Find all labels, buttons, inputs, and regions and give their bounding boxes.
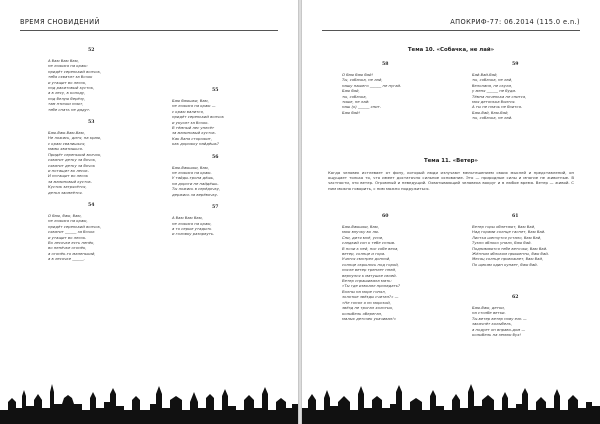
poem-line: а в лесу, в колоду, xyxy=(48,90,86,96)
poem-number: 60 xyxy=(382,214,389,219)
poem-line: Ты, собачка, не лай, xyxy=(342,77,383,83)
poem-line: Волны на море гонял, xyxy=(342,288,386,294)
poem-line: не ложися на краю — xyxy=(172,103,216,109)
poem-line: В ночи к ней, нос собе веха, xyxy=(342,245,399,251)
poem-line: придёт серенький волчок xyxy=(172,114,224,120)
theme-11-column-c xyxy=(472,295,582,345)
poem-line: не ложися на краю. xyxy=(172,170,212,176)
poem-line: тебя схватит за бочок xyxy=(48,74,93,80)
poem-line: «Ты где изволил пропадать? xyxy=(342,283,401,289)
poem-line: колыбель на землю бух! xyxy=(472,332,522,338)
poem-line: нашу нашего ______ не пугай. xyxy=(342,82,402,88)
poem-number: 52 xyxy=(88,48,95,53)
poem-line: у меня ______ не буди. xyxy=(472,88,517,94)
poem-line: И потащит во лесок xyxy=(48,173,89,179)
poem-line: Тёмна ноченька не спится, xyxy=(472,93,527,99)
left-column-a xyxy=(48,48,144,270)
poem-line: Месяц солнце провожает, баю бай, xyxy=(472,256,544,262)
running-head: ВРЕМЯ СНОВИДЕНИЙ xyxy=(20,18,100,26)
right-page xyxy=(302,0,600,424)
poem-line: сладкий сон к тебе сплыв. xyxy=(342,240,396,246)
poem-line: наш (о) ______ спит. xyxy=(342,104,382,110)
poem-line: после ветер треплет пней, xyxy=(342,267,397,273)
theme-10-column-b xyxy=(472,62,582,129)
poem-line: ты, собачка, не лай. xyxy=(472,115,513,121)
poem-line: Баю-баю, детки, xyxy=(472,305,505,310)
poem-line: придёт серенький волчок, xyxy=(48,223,102,229)
poem-line: Придёт серенький волчок, xyxy=(48,151,102,157)
poem-54 xyxy=(48,203,144,262)
poem-line: Спи, дитя моё, усни, xyxy=(342,234,384,240)
poem-line: тебе спать не дадут. xyxy=(48,106,91,112)
theme-11-column-a xyxy=(342,214,452,329)
poem-number: 53 xyxy=(88,120,95,126)
poem-line: за малиновый кусток. xyxy=(48,178,93,184)
poem-line: звёзд не трогал холотых, xyxy=(342,305,394,311)
poem-line: Ветер спрашивала мать: xyxy=(342,278,392,284)
poem-line: а подует он вправо-дом — xyxy=(472,326,526,332)
poem-line: Не ложись, дитя, на краю, xyxy=(48,135,102,141)
poem-line: под ракитовый кусток, xyxy=(48,85,95,91)
poem-line: ты, собачка, xyxy=(342,93,367,99)
poem-line: Учатся смотрел донной, xyxy=(342,256,391,262)
poem-line: Тукно яблоко упало, баю бай. xyxy=(472,240,532,246)
poem-line: Баю-баюшки, баю, xyxy=(172,164,210,170)
poem-line: за малиновый кусток. xyxy=(172,130,217,136)
poem-line: Во лесочке есть пенёк, xyxy=(48,239,95,245)
poem-line: под белую берёзу, xyxy=(48,95,86,101)
page-number: 38 xyxy=(143,385,151,392)
poem-line: там птички поют, xyxy=(48,101,84,107)
poem-number: 59 xyxy=(512,62,519,67)
poem-line: А баю баю баю, xyxy=(172,215,204,221)
poem-line: как дорожку найдёшь? xyxy=(172,141,219,147)
poem-number: 58 xyxy=(382,62,389,67)
poem-62 xyxy=(472,295,582,337)
poem-line: не ложися на краю: xyxy=(48,63,88,69)
theme-11-title: Тема 11. «Ветер» xyxy=(423,158,479,164)
poem-line: схватит ______ за бочок xyxy=(48,229,95,235)
poem-line: У тайды-тропа дёшь, xyxy=(172,175,215,181)
poem-line: а то серые утадыть xyxy=(172,225,212,231)
poem-number: 54 xyxy=(88,202,95,208)
poem-line: колыбель оберегал, xyxy=(342,310,383,316)
poem-line: Над горами солнце гаснет, баю бай. xyxy=(472,229,546,235)
poem-line: В тёмный лес унесёт xyxy=(172,125,215,131)
running-head: АПОКРИФ-77: 06.2014 (115.0 e.n.) xyxy=(450,18,580,26)
poem-line: О баю, баю, баю, xyxy=(48,212,82,218)
poem-line: Ты ложись в серёдочку, xyxy=(172,186,221,192)
poem-52 xyxy=(48,48,144,112)
poem-line: держись за верёвочку. xyxy=(172,191,219,197)
poem-line: Жёлтым яблоком пришепты, баю бай. xyxy=(472,251,549,257)
poem-58 xyxy=(342,62,452,115)
poem-60 xyxy=(342,214,452,321)
poem-line: во пенёчке огонёк, xyxy=(48,245,87,251)
poem-line: ветер, солнце и гора. xyxy=(342,251,386,257)
poem-line: и головку разорвуть. xyxy=(172,231,215,237)
poem-line: Баю бай, xyxy=(342,88,360,94)
poem-56 xyxy=(172,155,272,197)
poem-number: 61 xyxy=(512,214,519,219)
poem-line: солнце скрылось под горой, xyxy=(342,261,399,267)
poem-line: Баю баюшки, баю, xyxy=(172,98,209,103)
poem-line: Баю-баю-баю-баю, xyxy=(48,130,86,136)
poem-line: на столбе ветки. xyxy=(472,310,506,316)
theme-11-column-b xyxy=(472,214,582,275)
poem-line: с краю валится, xyxy=(172,108,204,114)
poem-line: закачнёт колыбель, xyxy=(472,321,513,327)
poem-line: с краю свалишься, xyxy=(48,140,86,146)
poem-line: тише, не лай: xyxy=(342,99,370,105)
theme-10-title: Тема 10. «Собачка, не лай» xyxy=(407,47,495,53)
poem-line: не ложися на краю, xyxy=(172,220,212,226)
poem-53 xyxy=(48,120,144,195)
poem-line: вернулся к матушке своей. xyxy=(342,272,397,278)
poem-line: «Не гонял я по морской, xyxy=(342,299,391,305)
poem-line: Ветер горы облетают, баю бай, xyxy=(472,224,536,229)
poem-line: схватит детку за бочок xyxy=(48,162,95,168)
poem-line: По щекам один купает, баю бай. xyxy=(472,261,538,267)
poem-line: А ты не плачь не боится. xyxy=(472,104,523,110)
poem-line: и утащит во лесок, xyxy=(48,79,87,85)
poem-line: и укусит за бочок. xyxy=(172,119,209,125)
poem-line: О баю баю бай! xyxy=(342,72,373,77)
theme-10-column-a xyxy=(342,62,452,123)
poem-line: схватит детку за бочок, xyxy=(48,157,97,163)
poem-number: 56 xyxy=(212,154,219,160)
left-column-b xyxy=(172,88,272,245)
poem-line: Поднимаются тебе веточки, баю бай. xyxy=(472,245,548,251)
poem-line: Баю бай! xyxy=(342,109,360,115)
poem-line: Кустик затрясётся, xyxy=(48,184,87,190)
theme-11-intro: Когда человек истлевает от фону, который люди излучают мельтешением своих мыслей и представлений, он ощущает только то, что имеет достаточно сильное основание. Это — природные силы и многие не животные. В частности, это ветер. Огромный и неведущий. Охватывающий человека вокруг и в любое время. Ветер — живой. С ним можно говорить, с ним можно подружиться. xyxy=(328,170,574,191)
poem-number: 55 xyxy=(212,88,219,93)
header-rule xyxy=(322,30,580,31)
poem-line: ты, собачка, не лай, xyxy=(472,77,513,83)
poem-line: белолапа, не скули, xyxy=(472,82,513,88)
poem-57 xyxy=(172,205,272,237)
poem-line: Баю-баюшки, баю, xyxy=(342,224,380,229)
poem-line: а в лесочке ______. xyxy=(48,256,85,262)
poem-line: Бай-бай-бай, xyxy=(472,72,498,77)
poem-line: мою внучку во лю. xyxy=(342,229,380,235)
poem-line: золотые звёзды считал?» — xyxy=(342,294,399,300)
poem-line: и потащит во лесок. xyxy=(48,167,89,173)
header-rule xyxy=(20,30,278,31)
poem-line: моя детонька боится. xyxy=(472,99,516,105)
poem-61 xyxy=(472,214,582,267)
page-number: 39 xyxy=(447,385,455,392)
poem-line: детка засмеётся. xyxy=(48,189,83,195)
poem-55 xyxy=(172,88,272,147)
poem-line: Ты-ветер ветер нову ель — xyxy=(472,315,527,321)
poem-line: Баю-бай, баю-бай, xyxy=(472,109,509,115)
poem-line: не ложися на краю, xyxy=(48,218,88,224)
poem-line: мамы хватишься. xyxy=(48,146,84,152)
left-page xyxy=(0,0,298,424)
poem-line: Листья шепчутся устало, баю бай, xyxy=(472,234,542,240)
poem-line: а огонёк-то маленький, xyxy=(48,250,96,256)
poem-line: малых деточек укачивал!» xyxy=(342,315,397,321)
poem-number: 62 xyxy=(512,295,519,300)
poem-number: 57 xyxy=(212,205,219,211)
poem-line: ни дороги не найдёшь. xyxy=(172,180,219,186)
poem-line: А баю баю баю, xyxy=(48,58,80,63)
poem-line: Как Ваня сторожит, xyxy=(172,135,213,141)
poem-line: придёт серенький волчок, xyxy=(48,68,102,74)
poem-59 xyxy=(472,62,582,121)
poem-line: и утащит во лесок. xyxy=(48,234,87,240)
